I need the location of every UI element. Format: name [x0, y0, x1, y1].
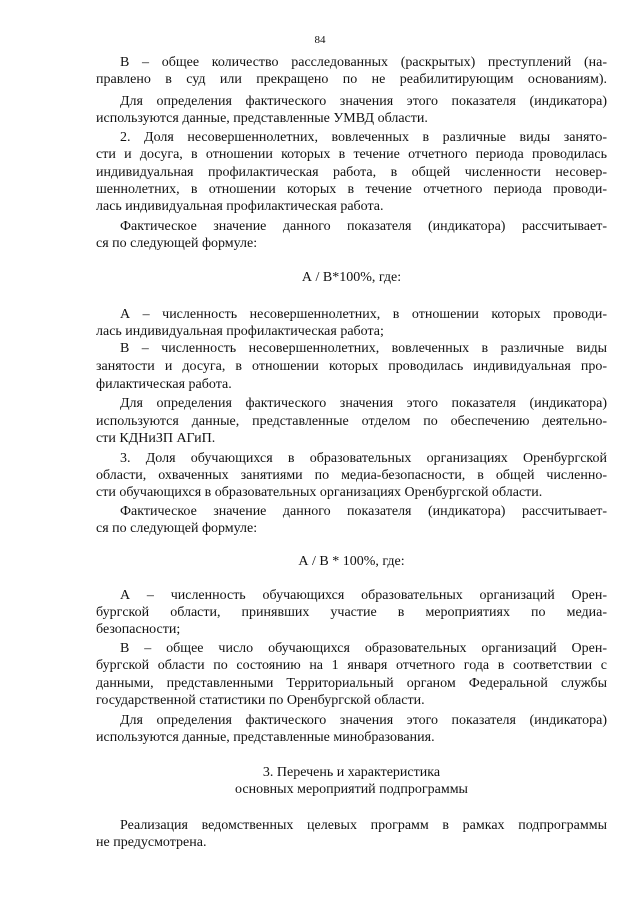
text-line: данными, представленными Территориальный органом Федеральной службы: [96, 676, 607, 691]
text-line: используются данные, представленные отделом по обеспечению деятельно-: [96, 414, 607, 429]
text-line: используются данные, представленные минобразования.: [96, 730, 435, 745]
text-line: Для определения фактического значения этого показателя (индикатора): [120, 94, 607, 109]
text-line: государственной статистики по Оренбургской области.: [96, 693, 425, 708]
text-line: безопасности;: [96, 622, 181, 637]
text-line: индивидуальная профилактическая работа, в общей численности несовер-: [96, 165, 607, 180]
text-line: правлено в суд или прекращено по не реабилитирующим основаниям).: [96, 72, 607, 87]
formula-1: А / В*100%, где:: [301, 270, 402, 285]
text-line: сти обучающихся в образовательных организациях Оренбургской области.: [96, 485, 543, 500]
text-line: сти и досуга, в отношении которых в течение отчетного периода проводилась: [96, 147, 607, 162]
text-line: 3. Доля обучающихся в образовательных организациях Оренбургской: [120, 451, 607, 466]
text-line: Для определения фактического значения этого показателя (индикатора): [120, 396, 607, 411]
text-line: В – общее число обучающихся образовательных организаций Орен-: [120, 641, 607, 656]
text-line: не предусмотрена.: [96, 835, 207, 850]
section-heading: 3. Перечень и характеристика: [262, 765, 441, 780]
text-line: ся по следующей формуле:: [96, 521, 258, 536]
text-line: области, охваченных занятиями по медиа-безопасности, в общей численно-: [96, 468, 607, 483]
text-line: лась индивидуальная профилактическая работа;: [96, 324, 384, 339]
text-line: В – общее количество расследованных (раскрытых) преступлений (на-: [120, 55, 607, 70]
text-line: шеннолетних, в отношении которых в течение отчетного периода проводи-: [96, 182, 607, 197]
text-line: 2. Доля несовершеннолетних, вовлеченных в различные виды занято-: [120, 130, 607, 145]
text-line: Фактическое значение данного показателя (индикатора) рассчитывает-: [120, 219, 607, 234]
text-line: бургской области, принявших участие в мероприятиях по медиа-: [96, 605, 607, 620]
text-line: занятости и досуга, в отношении которых проводилась индивидуальная про-: [96, 359, 607, 374]
formula-2: А / В * 100%, где:: [298, 554, 405, 569]
text-line: филактическая работа.: [96, 377, 232, 392]
text-line: А – численность обучающихся образовательных организаций Орен-: [120, 588, 607, 603]
page-number: 84: [314, 34, 326, 46]
text-line: лась индивидуальная профилактическая работа.: [96, 199, 384, 214]
text-line: бургской области по состоянию на 1 января отчетного года в соответствии с: [96, 658, 607, 673]
text-line: ся по следующей формуле:: [96, 236, 258, 251]
text-line: В – численность несовершеннолетних, вовлеченных в различные виды: [120, 341, 607, 356]
text-line: используются данные, представленные УМВД области.: [96, 111, 428, 126]
text-line: А – численность несовершеннолетних, в отношении которых проводи-: [120, 307, 607, 322]
text-line: Для определения фактического значения этого показателя (индикатора): [120, 713, 607, 728]
section-heading: основных мероприятий подпрограммы: [235, 782, 468, 797]
text-line: Фактическое значение данного показателя (индикатора) рассчитывает-: [120, 504, 607, 519]
text-line: Реализация ведомственных целевых программ в рамках подпрограммы: [120, 818, 607, 833]
text-line: сти КДНиЗП АГиП.: [96, 431, 216, 446]
